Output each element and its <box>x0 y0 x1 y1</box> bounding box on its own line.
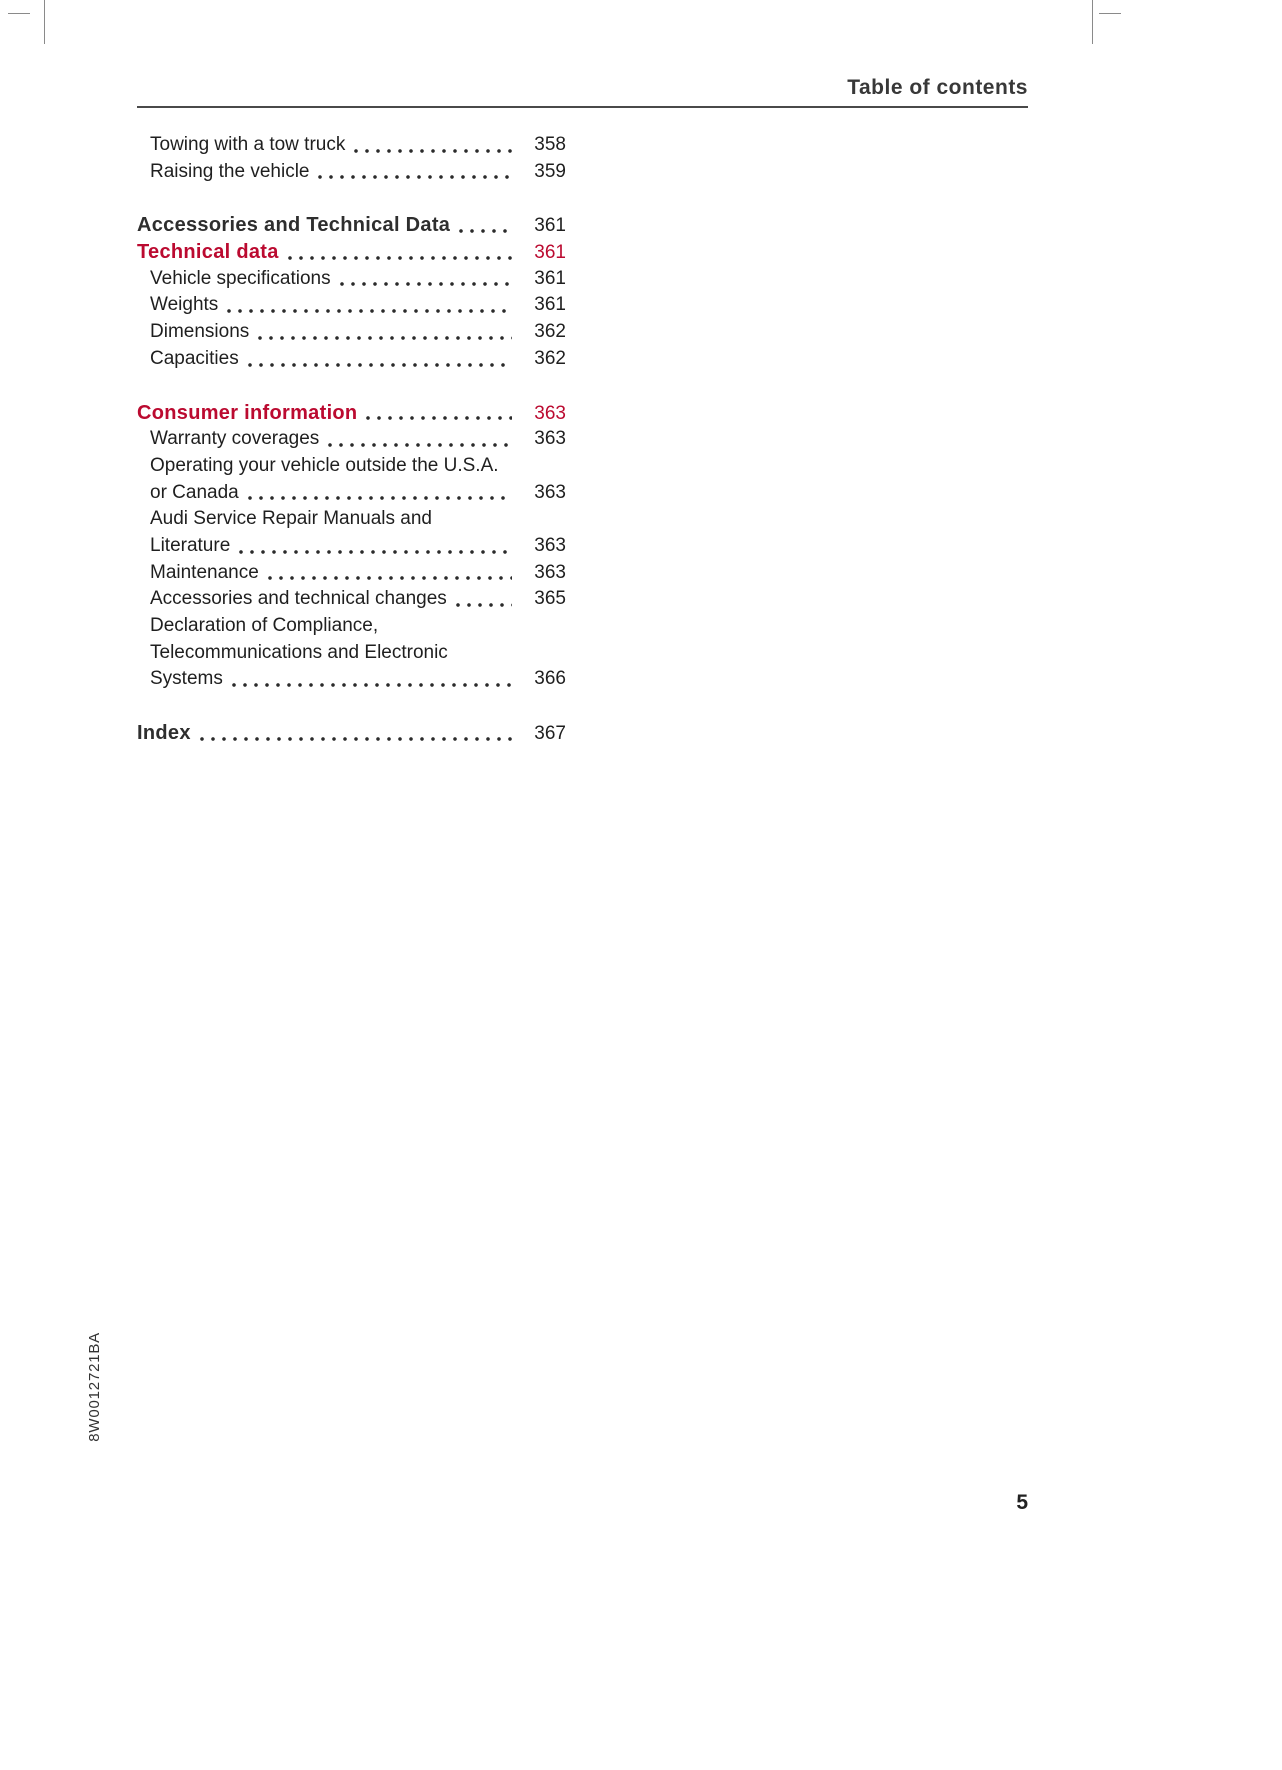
toc-leader-dots <box>318 175 512 179</box>
toc-entry-page: 363 <box>534 402 566 424</box>
toc-entry-label: Consumer information <box>137 401 358 424</box>
toc-entry[interactable] <box>137 346 566 373</box>
toc-entry-label: Audi Service Repair Manuals and <box>150 508 432 530</box>
toc-entry-page: 363 <box>534 534 566 556</box>
toc-entry[interactable] <box>137 640 566 667</box>
spine-code: 8W0012721BA <box>86 1332 103 1442</box>
toc-leader-dots <box>456 603 512 607</box>
toc-leader-dots <box>328 443 512 447</box>
toc-entry[interactable] <box>137 506 566 533</box>
toc-entry-label: Capacities <box>150 347 239 369</box>
toc-entry[interactable] <box>137 400 566 427</box>
toc-entry-label: Weights <box>150 294 219 316</box>
toc-entry-page: 362 <box>534 347 566 369</box>
toc-entry[interactable] <box>137 426 566 453</box>
toc-entry-page: 361 <box>534 267 566 289</box>
toc-entry-page: 363 <box>534 428 566 450</box>
toc-entry[interactable] <box>137 266 566 293</box>
toc-entry-page: 363 <box>534 481 566 503</box>
toc-entry-page: 365 <box>534 588 566 610</box>
toc-entry-page: 363 <box>534 561 566 583</box>
toc-entry-label: or Canada <box>150 481 239 503</box>
toc-leader-dots <box>239 550 512 554</box>
toc-entry-label: Systems <box>150 668 223 690</box>
toc-entry-label: Vehicle specifications <box>150 267 331 289</box>
toc-entry[interactable] <box>137 720 566 747</box>
footer-page-number: 5 <box>1016 1491 1028 1514</box>
toc-entry-page: 362 <box>534 321 566 343</box>
toc-entry[interactable] <box>137 132 566 159</box>
toc-entry-label: Declaration of Compliance, <box>150 615 379 636</box>
toc-leader-dots <box>288 256 512 260</box>
toc-leader-dots <box>340 282 512 286</box>
header-divider <box>137 106 1028 108</box>
toc-entry-page: 361 <box>534 294 566 316</box>
toc-leader-dots <box>248 496 512 500</box>
toc-entry[interactable] <box>137 613 566 640</box>
crop-mark-top-left-vertical <box>44 0 45 44</box>
toc-entry[interactable] <box>137 586 566 613</box>
toc-entry[interactable] <box>137 319 566 346</box>
toc-entry[interactable] <box>137 239 566 266</box>
toc-entry-label: Accessories and technical changes <box>150 588 447 610</box>
toc-entry[interactable] <box>137 533 566 560</box>
toc-entry-page: 361 <box>534 215 566 237</box>
toc-entry[interactable] <box>137 292 566 319</box>
toc-entry-label: Raising the vehicle <box>150 160 310 182</box>
toc-leader-dots <box>354 149 512 153</box>
toc-entry-label: Technical data <box>137 241 279 264</box>
toc-entry[interactable] <box>137 212 566 239</box>
crop-mark-top-right-vertical <box>1092 0 1093 44</box>
toc-entry-label: Operating your vehicle outside the U.S.A. <box>150 454 499 476</box>
toc-list <box>137 132 566 747</box>
toc-entry-label: Maintenance <box>150 561 259 583</box>
page-title: Table of contents <box>847 76 1028 99</box>
toc-entry[interactable] <box>137 666 566 693</box>
toc-entry-label: Telecommunications and Electronic <box>150 641 448 663</box>
toc-leader-dots <box>366 416 512 420</box>
toc-entry[interactable] <box>137 560 566 587</box>
toc-entry[interactable] <box>137 480 566 507</box>
toc-leader-dots <box>232 683 512 687</box>
toc-entry[interactable] <box>137 159 566 186</box>
toc-entry-label: Index <box>137 722 191 745</box>
toc-entry-label: Literature <box>150 534 231 556</box>
toc-leader-dots <box>268 576 512 580</box>
crop-mark-top-right-horizontal <box>1099 13 1121 14</box>
toc-entry-page: 358 <box>534 134 566 155</box>
toc-entry-label: Dimensions <box>150 321 250 343</box>
toc-entry-page: 366 <box>534 668 566 690</box>
toc-entry-label: Warranty coverages <box>150 428 320 450</box>
toc-entry-page: 361 <box>534 242 566 264</box>
toc-leader-dots <box>227 309 512 313</box>
toc-entry[interactable] <box>137 453 566 480</box>
toc-entry-page: 367 <box>534 723 566 745</box>
toc-leader-dots <box>248 363 512 367</box>
toc-entry-page: 359 <box>534 160 566 182</box>
toc-leader-dots <box>258 336 512 340</box>
toc-entry-label: Towing with a tow truck <box>150 134 346 155</box>
toc-entry-label: Accessories and Technical Data <box>137 214 451 237</box>
crop-mark-top-left-horizontal <box>8 13 30 14</box>
toc-leader-dots <box>200 737 512 741</box>
toc-leader-dots <box>459 229 512 233</box>
